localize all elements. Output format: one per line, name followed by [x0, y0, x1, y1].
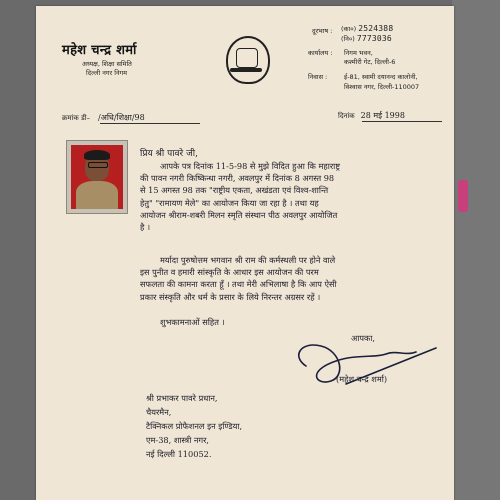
sender-org: दिल्ली नगर निगम — [86, 69, 128, 77]
phone-residence — [341, 34, 392, 43]
recipient-line: नई दिल्ली 110052. — [146, 449, 212, 459]
para2-line: सफलता की कामना करता हूँ । तथा मेरी अभिलाषा है कि आप ऐसी — [140, 279, 337, 290]
para1-line: हेतु" "रामायण मेले" का आयोजन किया जा रहा है । तथा यह — [140, 197, 319, 208]
para1-line: है । — [140, 222, 151, 233]
seal-emblem-icon — [226, 36, 270, 84]
recipient-line: एम-38, शास्त्री नगर, — [146, 435, 210, 445]
signed-name: (महेश चन्द्र शर्मा) — [336, 374, 388, 384]
sender-name: महेश चन्द्र शर्मा — [62, 43, 137, 58]
office-line1: निगम भवन, — [344, 49, 373, 57]
signature-icon — [286, 336, 446, 396]
letter-greeting: प्रिय श्री पावरे जी, — [140, 149, 198, 159]
date-value: 28 मई 1998 — [360, 111, 405, 120]
office-line2: कश्मीरी गेट, दिल्ली-6 — [344, 58, 396, 66]
para1-line: से 15 अगस्त 98 तक "राष्ट्रीय एकता, अखंडता एवं विश्व-शान्ति — [140, 185, 329, 196]
office-label: कार्यालय : — [308, 49, 333, 57]
para2-line: इस पुनीत व हमारी सांस्कृति के आधार इस आयोजन की परम — [140, 267, 319, 278]
phone-res-label: (नि०) — [341, 35, 355, 43]
emblem-inner — [236, 48, 258, 68]
letter-paper — [36, 6, 454, 500]
phone-label: दूरभाष : — [312, 27, 333, 35]
letter-date — [338, 110, 405, 121]
reference-label: क्रमांक डी– — [62, 114, 91, 122]
recipient-line: श्री प्रभाकर पावरे प्रधान, — [146, 393, 218, 403]
para2-line: प्रकार संस्कृति और धर्म के प्रसार के लिये निरन्तर अग्रसर रहें । — [140, 291, 321, 302]
sender-role: अध्यक्ष, शिक्षा समिति — [82, 60, 132, 68]
reference-rule — [100, 123, 200, 124]
photo-body — [76, 181, 118, 209]
phone-office — [341, 24, 393, 33]
letter-closing: शुभकामनाओं सहित । — [160, 317, 225, 327]
portrait-photo — [66, 140, 128, 214]
residence-line1: ई-81, स्वामी दयानन्द कालोनी, — [344, 73, 418, 81]
residence-line2: विश्वास नगर, दिल्ली-110007 — [344, 83, 420, 91]
phone-res-number: 7773036 — [356, 34, 392, 43]
photo-glasses — [88, 162, 108, 168]
date-label: दिनांक — [338, 112, 355, 120]
para1-line: की पावन नगरी किष्किन्धा नगरी, अवलपुर में दिनांक 8 अगस्त 98 — [140, 173, 335, 184]
background-edge — [452, 0, 500, 500]
letter-paragraph-2 — [140, 254, 337, 303]
residence-label: निवास : — [308, 73, 328, 81]
date-rule — [362, 121, 442, 122]
photo-hair — [84, 150, 110, 160]
recipient-line: चैयरमैन, — [146, 407, 172, 417]
letter-yours: आपका, — [351, 333, 376, 343]
phone-office-number: 2524388 — [358, 24, 394, 33]
reference-value: /अधि/शिक्षा/98 — [98, 113, 145, 122]
phone-office-label: (का०) — [341, 25, 357, 33]
recipient-line: टैक्निकल प्रोफैशनल इन इण्डिया, — [146, 421, 243, 431]
para1-line: आयोजन श्रीराम-शबरी मिलन स्मृति संस्थान पीठ अवलपुर आयोजित — [140, 209, 338, 220]
para1-line: आपके पत्र दिनांक 11-5-98 से मुझे विदित हुआ कि महाराष्ट्र — [160, 161, 341, 171]
emblem-band — [230, 68, 262, 72]
pink-clip — [458, 180, 468, 212]
letter-paragraph-1 — [140, 160, 340, 233]
reference-number — [62, 112, 145, 123]
para2-line: मर्यादा पुरुषोत्तम भगवान श्री राम की कर्मस्थली पर होने वाले — [160, 255, 336, 265]
